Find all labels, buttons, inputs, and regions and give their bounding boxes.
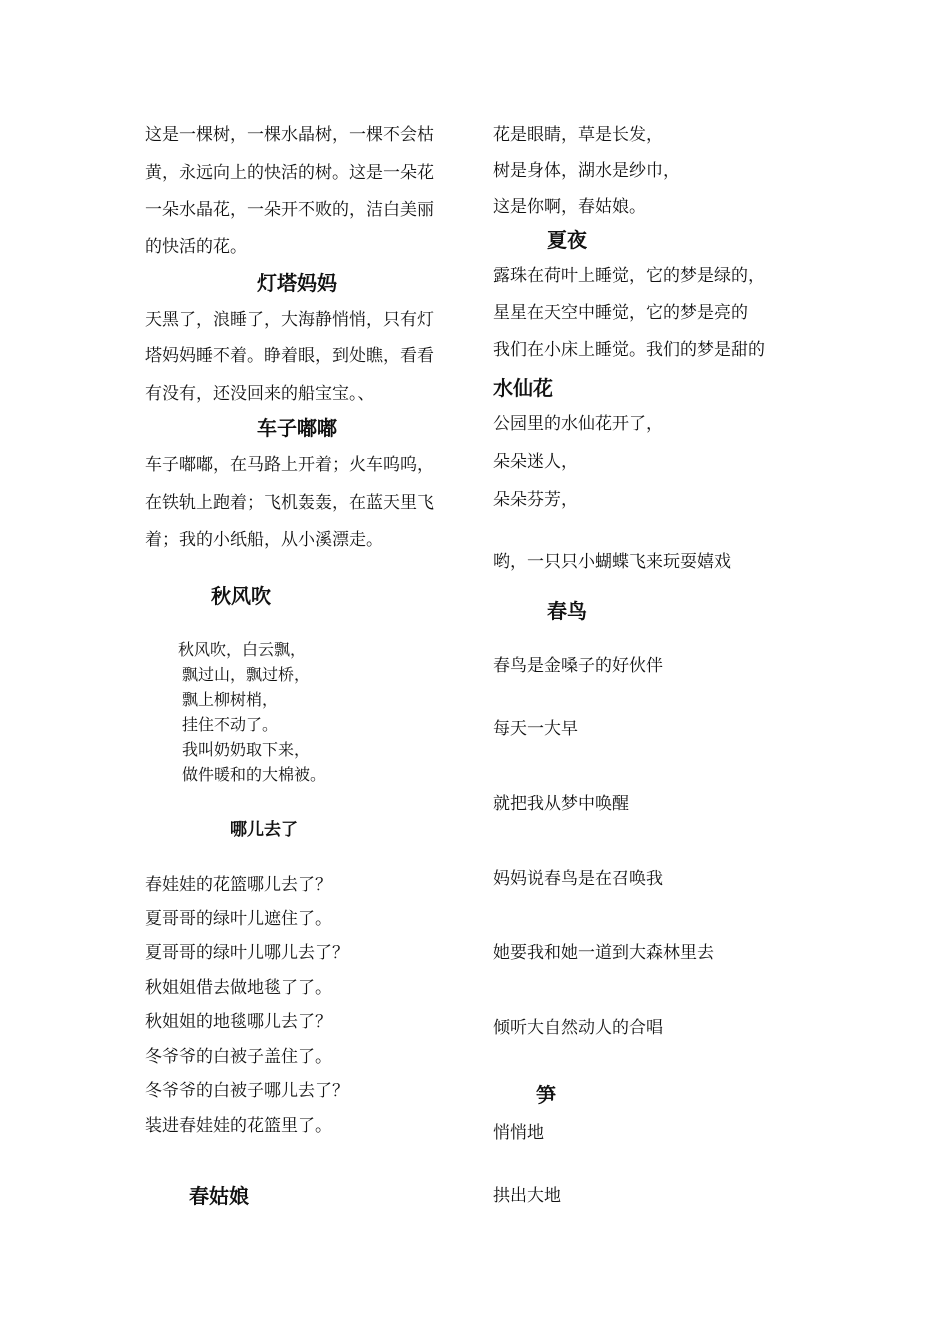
car-line: 在铁轨上跑着；飞机轰轰，在蓝天里飞 bbox=[145, 493, 434, 513]
bird-line: 她要我和她一道到大森林里去 bbox=[493, 943, 714, 963]
lighthouse-line: 有没有，还没回来的船宝宝。、 bbox=[145, 384, 375, 404]
spring-girl-line: 花是眼睛，草是长发， bbox=[493, 125, 663, 145]
narcissus-line: 公园里的水仙花开了， bbox=[493, 414, 663, 434]
where-line: 冬爷爷的白被子盖住了。 bbox=[145, 1047, 332, 1067]
narcissus-line: 朵朵迷人， bbox=[493, 452, 578, 472]
spring-girl-line: 树是身体，湖水是纱巾， bbox=[493, 161, 680, 181]
bamboo-line: 拱出大地 bbox=[493, 1186, 561, 1206]
bird-line: 倾听大自然动人的合唱 bbox=[493, 1018, 663, 1038]
where-line: 春娃娃的花篮哪儿去了？ bbox=[145, 875, 332, 895]
autumn-line: 飘过山，飘过桥， bbox=[182, 665, 311, 684]
where-line: 夏哥哥的绿叶儿遮住了。 bbox=[145, 909, 332, 929]
summer-line: 露珠在荷叶上睡觉，它的梦是绿的， bbox=[493, 266, 765, 286]
spring-girl-line: 这是你啊，春姑娘。 bbox=[493, 197, 646, 217]
where-line: 冬爷爷的白被子哪儿去了？ bbox=[145, 1081, 349, 1101]
summer-line: 我们在小床上睡觉。我们的梦是甜的 bbox=[493, 340, 765, 360]
autumn-line: 秋风吹，白云飘， bbox=[178, 640, 307, 659]
crystal-line: 一朵水晶花，一朵开不败的，洁白美丽 bbox=[145, 200, 434, 220]
bird-line: 春鸟是金嗓子的好伙伴 bbox=[493, 656, 663, 676]
crystal-line: 的快活的花。 bbox=[145, 237, 247, 257]
bird-line: 每天一大早 bbox=[493, 719, 578, 739]
narcissus-line: 哟，一只只小蝴蝶飞来玩耍嬉戏 bbox=[493, 552, 731, 572]
bird-title: 春鸟 bbox=[547, 599, 587, 623]
car-line: 着；我的小纸船，从小溪漂走。 bbox=[145, 530, 383, 550]
lighthouse-line: 天黑了，浪睡了，大海静悄悄，只有灯 bbox=[145, 310, 434, 330]
spring-girl-title: 春姑娘 bbox=[189, 1184, 249, 1208]
where-line: 夏哥哥的绿叶儿哪儿去了？ bbox=[145, 943, 349, 963]
bamboo-line: 悄悄地 bbox=[493, 1123, 544, 1143]
autumn-line: 飘上柳树梢， bbox=[182, 690, 279, 709]
autumn-title: 秋风吹 bbox=[211, 584, 271, 608]
bird-line: 妈妈说春鸟是在召唤我 bbox=[493, 869, 663, 889]
summer-line: 星星在天空中睡觉，它的梦是亮的 bbox=[493, 303, 748, 323]
lighthouse-line: 塔妈妈睡不着。睁着眼，到处瞧，看看 bbox=[145, 346, 434, 366]
summer-title: 夏夜 bbox=[547, 228, 587, 252]
crystal-line: 这是一棵树，一棵水晶树，一棵不会枯 bbox=[145, 125, 434, 145]
autumn-line: 我叫奶奶取下来， bbox=[182, 740, 311, 759]
where-title: 哪儿去了 bbox=[230, 820, 298, 840]
bird-line: 就把我从梦中唤醒 bbox=[493, 794, 629, 814]
where-line: 秋姐姐的地毯哪儿去了？ bbox=[145, 1012, 332, 1032]
where-line: 秋姐姐借去做地毯了了。 bbox=[145, 978, 332, 998]
lighthouse-title: 灯塔妈妈 bbox=[257, 271, 337, 295]
car-title: 车子嘟嘟 bbox=[257, 416, 337, 440]
bamboo-title: 笋 bbox=[536, 1083, 556, 1107]
autumn-line: 做件暖和的大棉被。 bbox=[182, 765, 327, 784]
where-line: 装进春娃娃的花篮里了。 bbox=[145, 1116, 332, 1136]
narcissus-line: 朵朵芬芳， bbox=[493, 490, 578, 510]
narcissus-title: 水仙花 bbox=[493, 376, 553, 400]
crystal-line: 黄，永远向上的快活的树。这是一朵花 bbox=[145, 163, 434, 183]
car-line: 车子嘟嘟，在马路上开着；火车呜呜， bbox=[145, 455, 434, 475]
autumn-line: 挂住不动了。 bbox=[182, 715, 279, 734]
